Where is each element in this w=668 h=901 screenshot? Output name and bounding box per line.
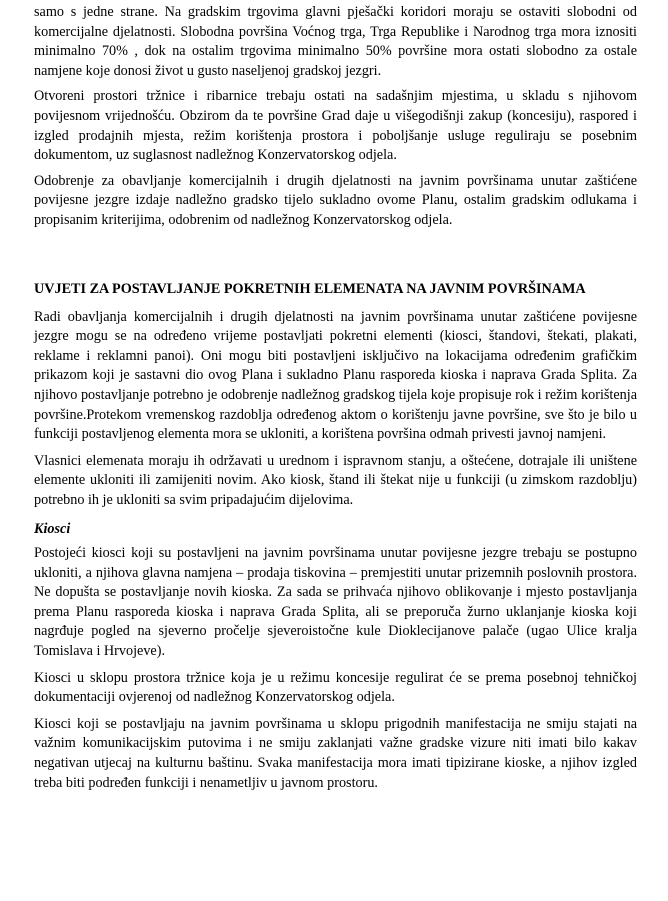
paragraph-vlasnici: Vlasnici elemenata moraju ih održavati u urednom i ispravnom stanju, a oštećene, dotrajale ili uništene elemente ukloniti ili zamijeniti novim. Ako kiosk, štand ili štekat nije u funkciji (u zimskom razdoblju) potrebno ih je ukloniti sa svim pripadajućim dijelovima. xyxy=(34,452,637,508)
paragraph-kiosci-trznica: Kiosci u sklopu prostora tržnice koja je u režimu koncesije regulirat će se prema posebnoj tehničkoj dokumentaciji ovjerenoj od nadležnog Konzervatorskog odjela. xyxy=(34,669,637,706)
subheading-kiosci: Kiosci xyxy=(34,521,71,538)
paragraph-kiosci-manifestacije: Kiosci koji se postavljaju na javnim površinama u sklopu prigodnih manifestacija ne smiju stajati na važnim komunikacijskim putovima i ne smiju zaklanjati važne gradske vizure niti imati bilo kakav negativan utjecaj na kulturnu baštinu. Svaka manifestacija mora imati tipizirane kioske, a njihov izgled treba biti podređen funkciji i nenametljiv u javnom prostoru. xyxy=(34,715,637,791)
paragraph-trgovi: samo s jedne strane. Na gradskim trgovima glavni pješački koridori moraju se ostaviti slobodni od komercijalne djelatnosti. Slobodna površina Voćnog trga, Trga Republike i Narodnog trga mora iznositi minimalno 70% , dok na ostalim trgovima minimalno 50% površine mora ostati slobodno za ostale namjene koje donosi život u gusto naseljenoj gradskoj jezgri. xyxy=(34,4,637,79)
section-heading: UVJETI ZA POSTAVLJANJE POKRETNIH ELEMENATA NA JAVNIM POVRŠINAMA xyxy=(34,280,586,297)
paragraph-trznica: Otvoreni prostori tržnice i ribarnice trebaju ostati na sadašnjim mjestima, u skladu s njihovom povijesnom vrijednošću. Obzirom da te površine Grad daje u višegodišnji zakup (koncesiju), raspored i izgled prodajnih mjesta, režim korištenja prostora i poboljšanje usluge reguliraju se posebnim dokumentom, uz suglasnost nadležnog Konzervatorskog odjela. xyxy=(34,88,637,164)
document-page xyxy=(34,3,637,793)
paragraph-pokretni-elementi: Radi obavljanja komercijalnih i drugih djelatnosti na javnim površinama unutar zaštićene povijesne jezgre mogu se na određeno vrijeme postavljati pokretni elementi (kiosci, štandovi, štekati, plakati, reklame i reklamni panoi). Oni mogu biti postavljeni isključivo na lokacijama određenim grafičkim prikazom koji je sastavni dio ovog Plana i sukladno Planu rasporeda kioska i naprava Grada Splita. Za njihovo postavljanje potrebno je odobrenje nadležnog gradskog tijela koje propisuje rok i režim korištenja površine.Protekom vremenskog razdoblja određenog aktom o korištenju javne površine, sve što je bilo u funkciji postavljenog elementa mora se ukloniti, a korištena površina odmah privesti javnoj namjeni. xyxy=(34,308,637,443)
paragraph-odobrenje: Odobrenje za obavljanje komercijalnih i drugih djelatnosti na javnim površinama unutar zaštićene povijesne jezgre izdaje nadležno gradsko tijelo sukladno ovome Planu, ostalim gradskim odlukama i propisanim kriterijima, odobrenim od nadležnog Konzervatorskog odjela. xyxy=(34,172,637,228)
paragraph-postojeci-kiosci: Postojeći kiosci koji su postavljeni na javnim površinama unutar povijesne jezgre trebaju se postupno ukloniti, a njihova glavna namjena – prodaja tiskovina – premjestiti unutar prizemnih poslovnih prostora. Ne dopušta se postavljanje novih kioska. Za sada se prihvaća njihovo oblikovanje i mjesto postavljanja prema Planu rasporeda kioska i naprava Grada Splita, ali se preporuča žurno uklanjanje kioska koji nagrđuje pogled na sjeverno pročelje sjeveroistočne kule Dioklecijanove palače (ugao Ulice kralja Tomislava i Hrvojeve). xyxy=(34,545,637,660)
